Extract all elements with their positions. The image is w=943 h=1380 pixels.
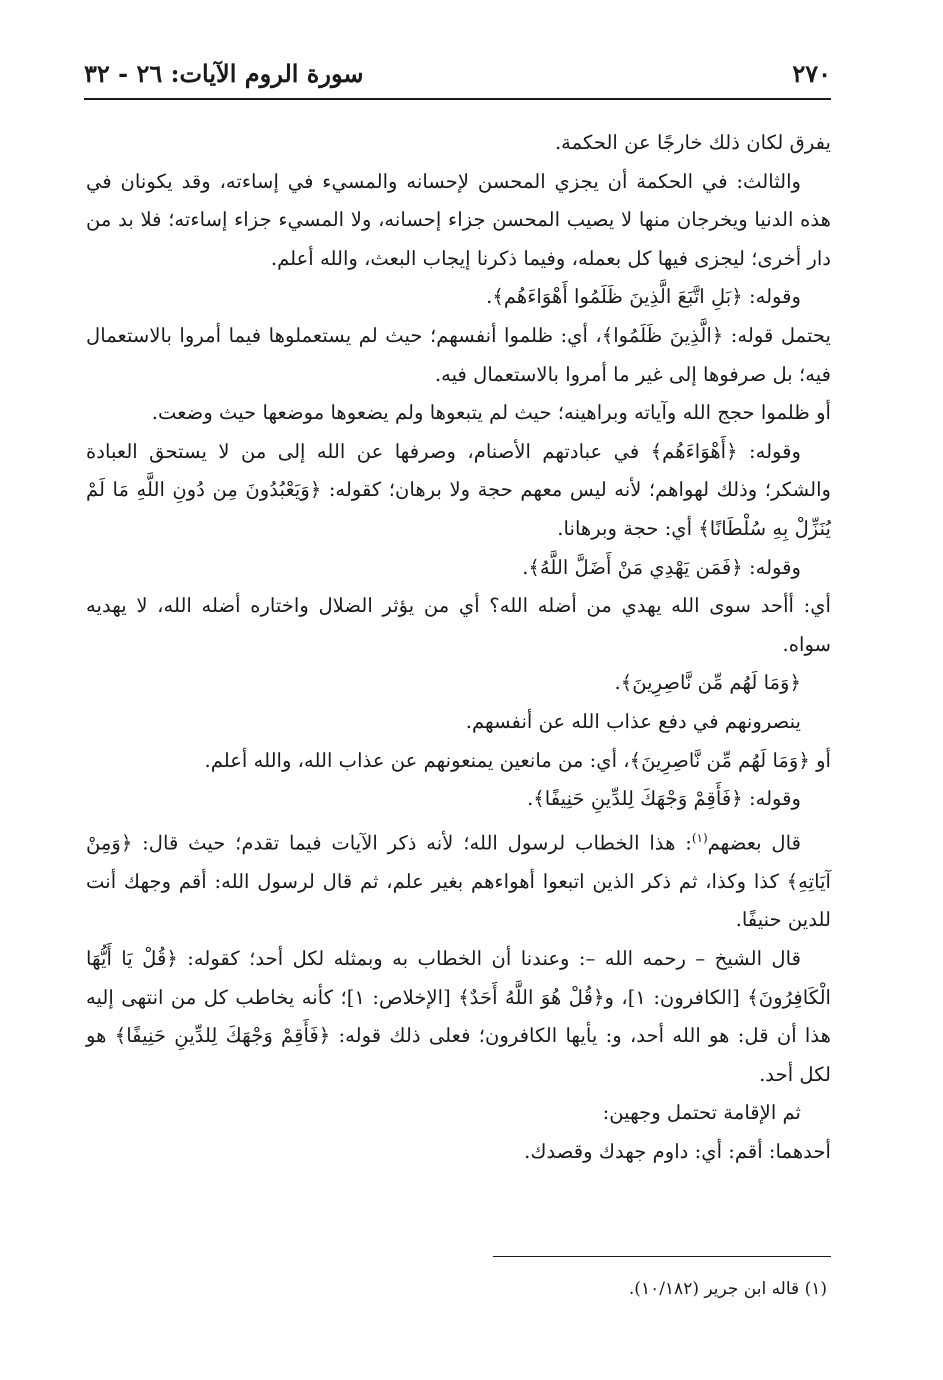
page-header: [84, 55, 831, 95]
paragraph: قال الشيخ – رحمه الله –: وعندنا أن الخطاب به وبمثله لكل أحد؛ كقوله: ﴿قُلْ يَا أَيُّهَا الْكَافِرُونَ﴾ [الكافرون: ١]، و﴿قُلْ هُوَ اللَّهُ أَحَدٌ﴾ [الإخلاص: ١]؛ كأنه يخاطب كل من انتهى إليه هذا أن قل: هو الله أحد، و: يأيها الكافرون؛ فعلى ذلك قوله: ﴿فَأَقِمْ وَجْهَكَ لِلدِّينِ حَنِيفًا﴾ هو لكل أحد.: [86, 947, 831, 1086]
paragraph: أي: أأحد سوى الله يهدي من أضله الله؟ أي من يؤثر الضلال واختاره أضله الله، لا يهديه سواه.: [86, 594, 831, 656]
footnote-reference[interactable]: (١): [691, 830, 708, 845]
footnote-divider: [493, 1256, 831, 1257]
footnote: [86, 1274, 827, 1304]
paragraph: ينصرونهم في دفع عذاب الله عن أنفسهم.: [465, 709, 801, 733]
paragraph: [86, 819, 831, 940]
paragraph: أو ﴿وَمَا لَهُم مِّن نَّاصِرِينَ﴾، أي: من مانعين يمنعونهم عن عذاب الله، والله أعلم.: [204, 748, 831, 772]
paragraph: أحدهما: أقم: أي: داوم جهدك وقصدك.: [524, 1139, 831, 1163]
paragraph: يحتمل قوله: ﴿الَّذِينَ ظَلَمُوا﴾، أي: ظلموا أنفسهم؛ حيث لم يستعملوها فيما أمروا بالاستعمال فيه؛ بل صرفوها إلى غير ما أمروا بالاستعمال فيه.: [86, 323, 831, 386]
paragraph: يفرق لكان ذلك خارجًا عن الحكمة.: [554, 131, 831, 154]
paragraph-rest: : هذا الخطاب لرسول الله؛ لأنه ذكر الآيات فيما تقدم؛ حيث قال: ﴿وَمِنْ آيَاتِهِ﴾ كذا وكذا، ثم ذكر الذين اتبعوا أهواءهم بغير علم، ثم قال لرسول الله: أقم وجهك أنت للدين حنيفًا.: [86, 831, 831, 932]
paragraph: أو ظلموا حجج الله وآياته وبراهينه؛ حيث لم يتبعوها ولم يضعوها موضعها حيث وضعت.: [151, 401, 831, 425]
paragraph: وقوله: ﴿فَأَقِمْ وَجْهَكَ لِلدِّينِ حَنِيفًا﴾.: [527, 787, 801, 811]
paragraph-lead: قال بعضهم: [707, 831, 801, 855]
running-title: سورة الروم الآيات: ٢٦ - ٣٢: [84, 59, 364, 88]
paragraph: وقوله: ﴿فَمَن يَهْدِي مَنْ أَضَلَّ اللَّهُ﴾.: [522, 555, 801, 579]
body-text: [86, 124, 831, 1172]
header-divider: [84, 98, 831, 100]
paragraph: ثم الإقامة تحتمل وجهين:: [602, 1101, 801, 1125]
paragraph: وقوله: ﴿بَلِ اتَّبَعَ الَّذِينَ ظَلَمُوا أَهْوَاءَهُم﴾.: [486, 285, 801, 309]
paragraph: وقوله: ﴿أَهْوَاءَهُم﴾ في عبادتهم الأصنام، وصرفها عن الله إلى من لا يستحق العبادة والشكر؛ وذلك لهواهم؛ لأنه ليس معهم حجة ولا برهان؛ كقوله: ﴿وَيَعْبُدُونَ مِن دُونِ اللَّهِ مَا لَمْ يُنَزِّلْ بِهِ سُلْطَانًا﴾ أي: حجة وبرهانا.: [86, 439, 831, 540]
footnote-text: قاله ابن جرير (١٠/١٨٢).: [628, 1279, 800, 1299]
page-number: ٢٧٠: [792, 59, 831, 88]
paragraph: والثالث: في الحكمة أن يجزي المحسن لإحسانه والمسيء في إساءته، وقد يكونان في هذه الدنيا ويخرجان منها لا يصيب المحسن جزاء إحسانه، ولا المسيء جزاء إساءته؛ فلا بد من دار أخرى؛ ليجزى فيها كل بعمله، وفيما ذكرنا إيجاب البعث، والله أعلم.: [86, 169, 831, 270]
footnote-marker: (١): [804, 1279, 827, 1299]
paragraph: ﴿وَمَا لَهُم مِّن نَّاصِرِينَ﴾.: [614, 671, 801, 695]
